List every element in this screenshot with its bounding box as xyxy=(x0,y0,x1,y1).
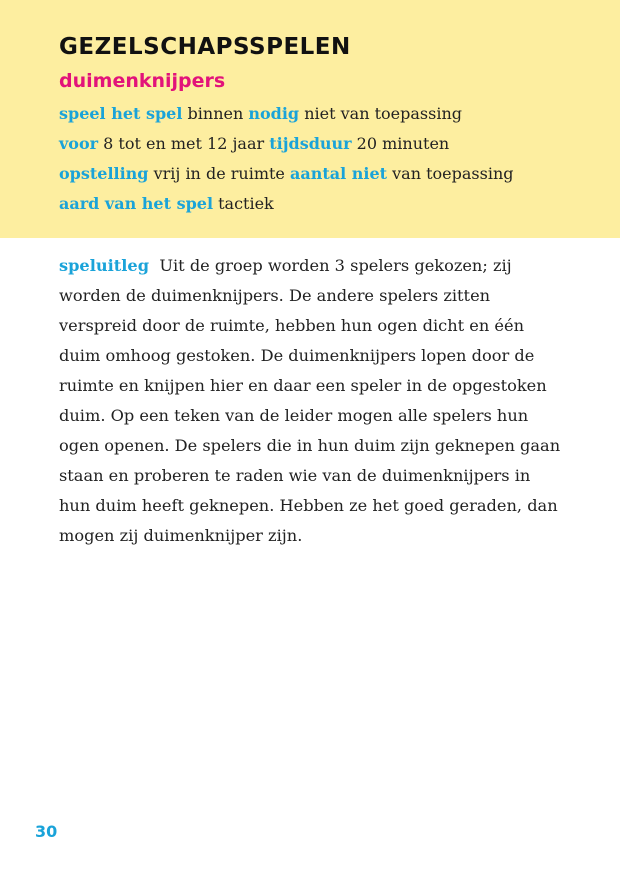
meta-line-game-type xyxy=(59,191,579,221)
page-number: 30 xyxy=(35,822,58,841)
meta-value-needed: niet van toepassing xyxy=(299,104,462,123)
meta-line-age-duration xyxy=(59,131,579,161)
meta-value-location: binnen xyxy=(182,104,249,123)
meta-key-location: speel het spel xyxy=(59,104,183,123)
game-title: duimenknijpers xyxy=(59,70,226,92)
meta-key-duration: tijdsduur xyxy=(269,134,352,153)
meta-value-count: van toepassing xyxy=(387,164,514,183)
section-title: GEZELSCHAPSSPELEN xyxy=(59,34,351,60)
meta-key-setup: opstelling xyxy=(59,164,149,183)
meta-value-age: 8 tot en met 12 jaar xyxy=(98,134,270,153)
meta-value-duration: 20 minuten xyxy=(351,134,450,153)
explanation-label: speluitleg xyxy=(59,256,150,275)
header-band xyxy=(0,0,620,238)
meta-value-setup: vrij in de ruimte xyxy=(148,164,290,183)
game-explanation xyxy=(59,251,564,551)
game-metadata xyxy=(59,101,579,221)
meta-key-needed: nodig xyxy=(248,104,300,123)
meta-line-setup-count xyxy=(59,161,579,191)
meta-key-game-type: aard van het spel xyxy=(59,194,214,213)
explanation-text: Uit de groep worden 3 spelers gekozen; zij worden de duimenknijpers. De andere spelers zitten verspreid door de ruimte, hebben hun ogen dicht en één duim omhoog gestoken. De duimenknijpers lopen door de ruimte en knijpen hier en daar een speler in de opgestoken duim. Op een teken van de leider mogen alle spelers hun ogen openen. De spelers die in hun duim zijn geknepen gaan staan en proberen te raden wie van de duimenknijpers in hun duim heeft geknepen. Hebben ze het goed geraden, dan mogen zij duimenknijper zijn. xyxy=(59,256,561,545)
meta-line-play-location xyxy=(59,101,579,131)
meta-key-count: aantal niet xyxy=(289,164,388,183)
meta-key-age: voor xyxy=(59,134,99,153)
meta-value-game-type: tactiek xyxy=(213,194,274,213)
